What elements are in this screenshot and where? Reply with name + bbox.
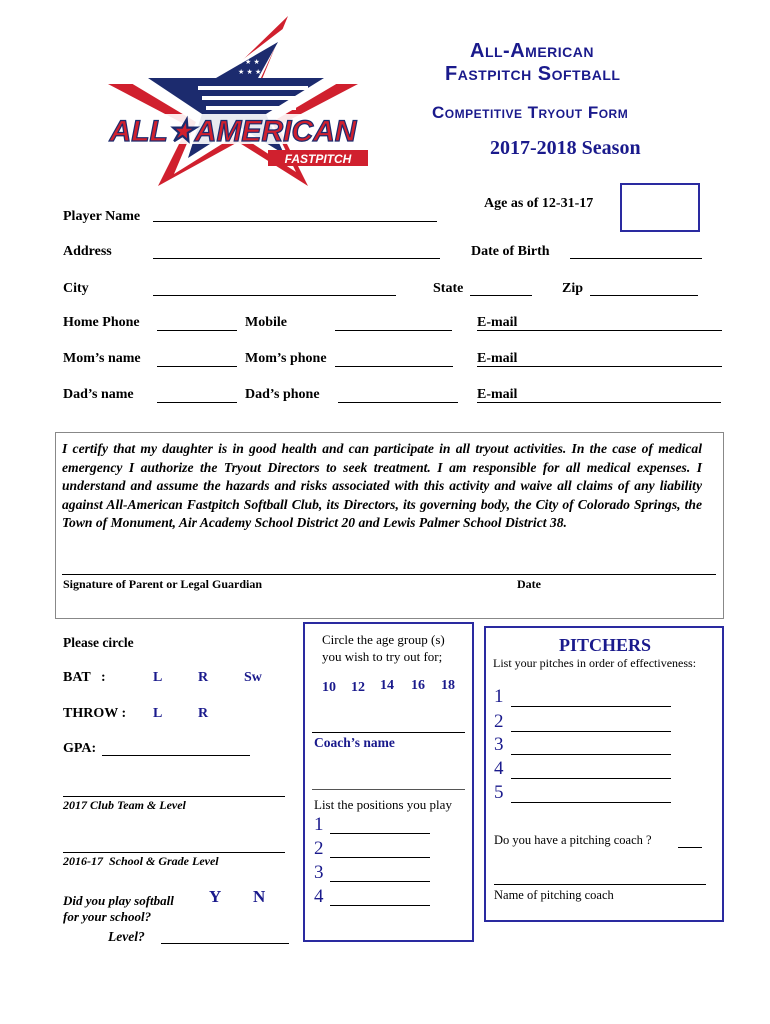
zip-label: Zip [562,281,584,296]
form-title: Competitive Tryout Form [432,103,629,122]
city-label: City [63,281,89,296]
positions-label: List the positions you play [314,797,452,812]
moms-phone-field[interactable] [335,366,453,367]
email-label-2: E-mail [477,351,518,366]
pitch-number-2: 2 [494,711,504,732]
player-name-label: Player Name [63,209,141,224]
home-phone-field[interactable] [157,330,237,331]
school-grade-label: 2016-17 School & Grade Level [63,854,219,868]
no-option[interactable]: N [253,887,266,906]
svg-text:★ ★ ★ ★: ★ ★ ★ ★ [228,58,260,66]
pitch-number-5: 5 [494,782,504,803]
throw-label: THROW : [63,706,127,721]
home-phone-label: Home Phone [63,315,140,330]
state-label: State [433,281,464,296]
dads-name-label: Dad’s name [63,387,134,402]
email-field-1[interactable] [477,330,722,331]
pitch-field-5[interactable] [511,802,671,803]
bat-right-option[interactable]: R [198,670,209,685]
org-title-2: Fastpitch Softball [445,63,621,85]
coach-name-label: Coach’s name [314,735,395,750]
club-team-label: 2017 Club Team & Level [63,798,186,812]
pitch-number-4: 4 [494,758,504,779]
school-grade-field[interactable] [63,852,285,853]
pitch-number-1: 1 [494,686,504,707]
bat-switch-option[interactable]: Sw [244,670,262,685]
pitchers-title: PITCHERS [559,635,652,655]
level-field[interactable] [161,943,289,944]
age-option-18[interactable]: 18 [441,678,455,693]
yes-option[interactable]: Y [209,887,222,906]
logo-main-text: ALL★AMERICAN [109,115,357,148]
age-option-10[interactable]: 10 [322,680,336,695]
position-field-4[interactable] [330,905,430,906]
age-option-16[interactable]: 16 [411,678,425,693]
pitch-field-1[interactable] [511,706,671,707]
mobile-field[interactable] [335,330,452,331]
moms-name-field[interactable] [157,366,237,367]
please-circle-label: Please circle [63,635,134,650]
position-number-4: 4 [314,886,324,907]
level-label: Level? [108,929,145,944]
age-group-label-1: Circle the age group (s) [322,632,445,647]
star-logo-icon [88,14,378,190]
pitch-field-3[interactable] [511,754,671,755]
age-label: Age as of 12-31-17 [484,196,594,211]
position-number-1: 1 [314,814,324,835]
dads-name-field[interactable] [157,402,237,403]
throw-left-option[interactable]: L [153,706,163,721]
pitch-field-2[interactable] [511,731,671,732]
dads-phone-label: Dad’s phone [245,387,320,402]
bat-left-option[interactable]: L [153,670,163,685]
age-input-box[interactable] [620,183,700,232]
pitching-coach-name-field[interactable] [494,884,706,885]
email-field-2[interactable] [477,366,722,367]
signature-label: Signature of Parent or Legal Guardian [63,577,263,591]
date-label: Date [517,577,541,591]
middle-divider [312,789,465,790]
state-field[interactable] [470,295,532,296]
logo [88,14,378,190]
dob-field[interactable] [570,258,702,259]
throw-right-option[interactable]: R [198,706,209,721]
pitchers-subtitle: List your pitches in order of effectiveness: [493,656,697,670]
pitching-coach-answer-field[interactable] [678,847,702,848]
position-number-2: 2 [314,838,324,859]
pitch-number-3: 3 [494,734,504,755]
gpa-field[interactable] [102,755,250,756]
season-title: 2017-2018 Season [490,137,641,159]
svg-text:★ ★ ★: ★ ★ ★ [238,68,262,76]
moms-phone-label: Mom’s phone [245,351,327,366]
address-label: Address [63,244,112,259]
signature-line[interactable] [62,574,716,575]
gpa-label: GPA: [63,741,97,756]
age-group-box [303,622,474,942]
softball-question-2: for your school? [63,909,152,924]
moms-name-label: Mom’s name [63,351,141,366]
mobile-label: Mobile [245,315,287,330]
bat-label: BAT : [63,670,106,685]
player-name-field[interactable] [153,221,437,222]
pitching-coach-name-label: Name of pitching coach [494,888,614,902]
pitching-coach-question: Do you have a pitching coach ? [494,833,652,847]
age-group-label-2: you wish to try out for; [322,649,443,664]
certification-text: I certify that my daughter is in good health and can participate in all tryout activities. In the case of medical emergency I authorize the Tryout Directors to seek treatment. I am responsible for all medical expenses. I understand and assume the hazards and risks associated with this activity and waive all claims of any liability against All-American Fastpitch Softball Club, its Directors, its governing body, the City of Colorado Springs, the Town of Monument, Air Academy School District 20 and Lewis Palmer School District 38. [62,441,702,530]
pitch-field-4[interactable] [511,778,671,779]
org-title-1: All-American [470,40,594,62]
position-field-1[interactable] [330,833,430,834]
softball-question-1: Did you play softball [63,893,174,908]
email-label-1: E-mail [477,315,518,330]
position-field-2[interactable] [330,857,430,858]
coach-name-field[interactable] [312,732,465,733]
dob-label: Date of Birth [471,244,550,259]
city-field[interactable] [153,295,396,296]
logo-sub-text: FASTPITCH [284,152,352,166]
dads-phone-field[interactable] [338,402,458,403]
age-option-12[interactable]: 12 [351,680,365,695]
email-field-3[interactable] [477,402,721,403]
age-option-14[interactable]: 14 [380,678,394,693]
address-field[interactable] [153,258,440,259]
position-number-3: 3 [314,862,324,883]
club-team-field[interactable] [63,796,285,797]
zip-field[interactable] [590,295,698,296]
position-field-3[interactable] [330,881,430,882]
email-label-3: E-mail [477,387,518,402]
